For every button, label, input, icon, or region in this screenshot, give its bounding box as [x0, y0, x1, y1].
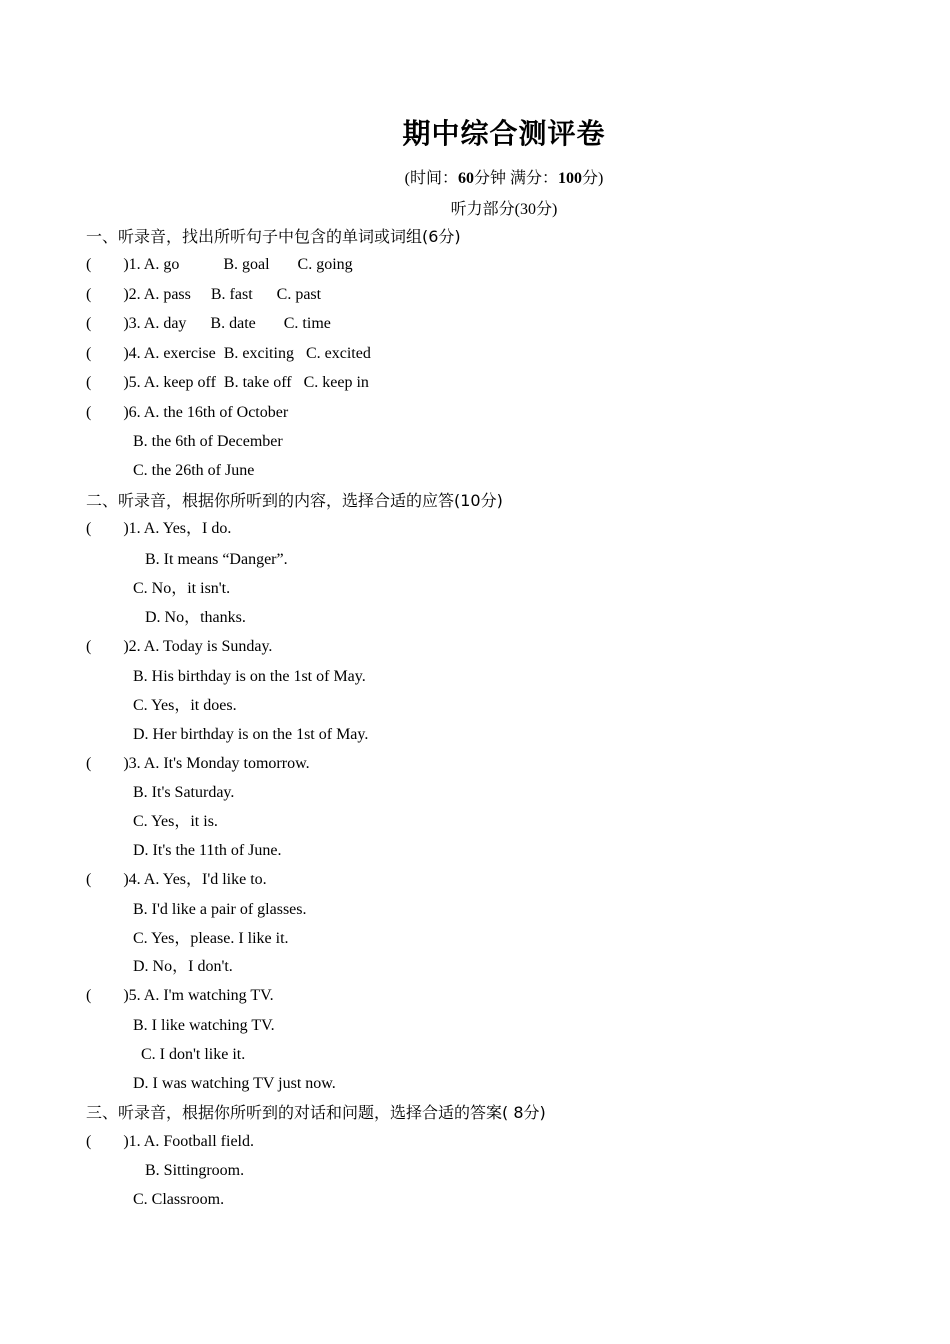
question-line: ( )5. A. keep off B. take off C. keep in	[86, 374, 369, 391]
option-line: B. I'd like a pair of glasses.	[133, 901, 307, 918]
option-line: B. Sittingroom.	[145, 1162, 245, 1179]
question-line: ( )2. A. Today is Sunday.	[86, 638, 273, 655]
time-mid: 分钟 满分：	[473, 170, 558, 187]
option-line: D. It's the 11th of June.	[133, 842, 282, 859]
section-heading-2: 二、听录音，根据你所听到的内容，选择合适的应答(10分)	[86, 491, 503, 510]
option-line: C. Yes，please. I like it.	[133, 930, 289, 947]
option-line: B. His birthday is on the 1st of May.	[133, 668, 366, 685]
option-line: C. No，it isn't.	[133, 580, 231, 597]
time-suffix: 分)	[582, 170, 604, 187]
question-line: ( )1. A. go B. goal C. going	[86, 256, 353, 273]
section-heading-1: 一、听录音，找出所听句子中包含的单词或词组(6分)	[86, 227, 461, 246]
option-line: D. No，I don't.	[133, 958, 233, 975]
option-line: D. Her birthday is on the 1st of May.	[133, 726, 369, 743]
option-line: C. Yes，it does.	[133, 697, 237, 714]
option-line: C. I don't like it.	[141, 1046, 246, 1063]
question-line: ( )1. A. Yes，I do.	[86, 520, 232, 537]
question-line: ( )4. A. exercise B. exciting C. excited	[86, 345, 371, 362]
page-title: 期中综合测评卷	[402, 117, 606, 150]
question-line: ( )3. A. It's Monday tomorrow.	[86, 755, 310, 772]
time-prefix: (时间：	[404, 170, 458, 187]
question-line: ( )4. A. Yes，I'd like to.	[86, 871, 267, 888]
full-score: 100	[558, 170, 582, 187]
option-line: B. the 6th of December	[133, 433, 283, 450]
option-line: D. No，thanks.	[145, 609, 246, 626]
option-line: C. Classroom.	[133, 1191, 225, 1208]
question-line: ( )5. A. I'm watching TV.	[86, 987, 274, 1004]
question-line: ( )2. A. pass B. fast C. past	[86, 286, 322, 303]
option-line: B. It means “Danger”.	[145, 551, 288, 568]
option-line: C. the 26th of June	[133, 462, 255, 479]
option-line: B. I like watching TV.	[133, 1017, 275, 1034]
section-heading-3: 三、听录音，根据你所听到的对话和问题，选择合适的答案( 8分)	[86, 1103, 546, 1122]
part-label: 听力部分(30分)	[450, 201, 558, 218]
time-minutes: 60	[457, 170, 474, 187]
question-line: ( )6. A. the 16th of October	[86, 404, 289, 421]
question-line: ( )1. A. Football field.	[86, 1133, 254, 1150]
question-line: ( )3. A. day B. date C. time	[86, 315, 331, 332]
option-line: D. I was watching TV just now.	[133, 1075, 336, 1092]
option-line: C. Yes，it is.	[133, 813, 218, 830]
option-line: B. It's Saturday.	[133, 784, 235, 801]
time-info	[0, 165, 950, 188]
